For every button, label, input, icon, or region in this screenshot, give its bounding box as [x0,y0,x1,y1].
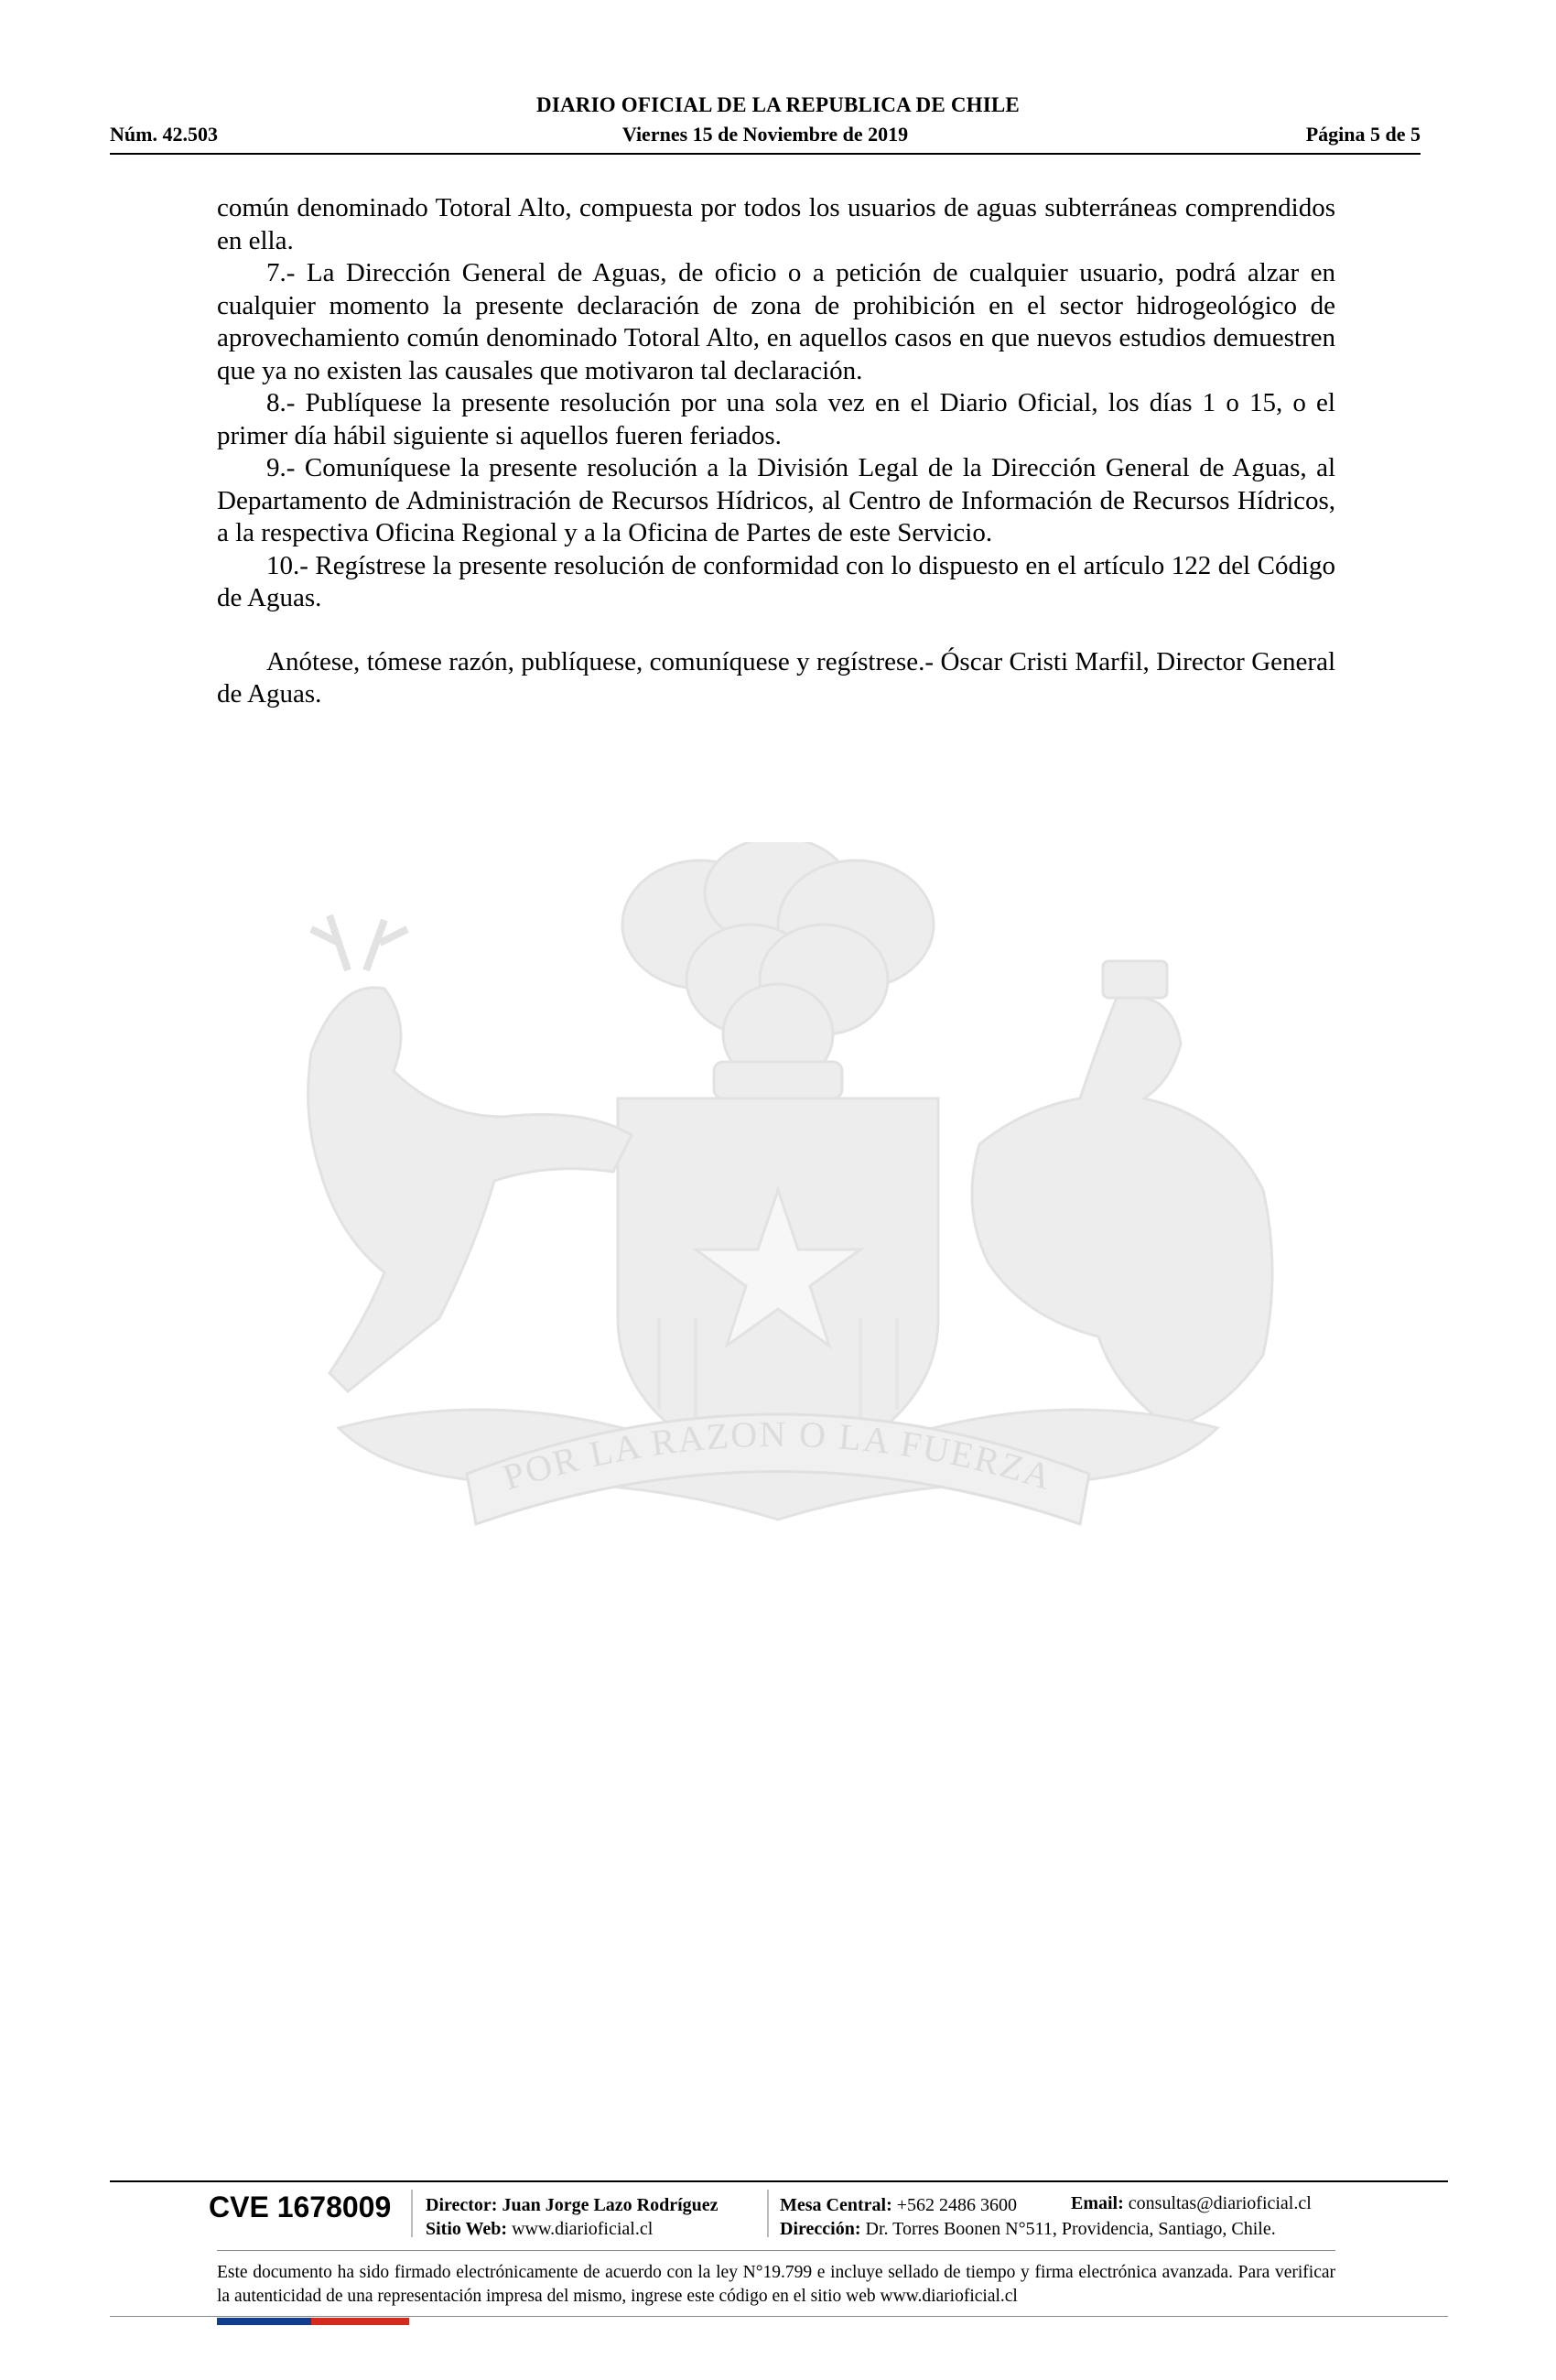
publication-title: DIARIO OFICIAL DE LA REPUBLICA DE CHILE [536,93,1020,116]
footer-separator [411,2190,413,2237]
phone-value: +562 2486 3600 [896,2195,1018,2215]
phone-label: Mesa Central: [780,2195,892,2215]
email-link[interactable]: consultas@diarioficial.cl [1128,2193,1312,2213]
motto-text: POR LA RAZON O LA FUERZA [498,1412,1058,1498]
paragraph-8: 8.- Publíquese la presente resolución por una sola vez en el Diario Oficial, los días 1 o 15, o el primer día hábil siguiente si aquellos fueren feriados. [217,388,1335,450]
page-number: Página 5 de 5 [1305,123,1421,146]
footer-separator [767,2190,769,2237]
paragraph-9: 9.- Comuníquese la presente resolución a la División Legal de la Dirección General de Aguas, al Departamento de Administración de Recursos Hídricos, al Centro de Información de Recursos Hídricos, a la respectiva Oficina Regional y a la Oficina de Partes de este Servicio. [217,453,1335,547]
footer-divider-mid [217,2250,1335,2251]
director-label: Director: [426,2195,498,2215]
closing-paragraph: Anótese, tómese razón, publíquese, comuníquese y regístrese.- Óscar Cristi Marfil, Director General de Aguas. [217,646,1335,709]
paragraph-10: 10.- Regístrese la presente resolución de conformidad con lo dispuesto en el artículo 122 del Código de Aguas. [217,550,1335,612]
document-body [217,192,1335,711]
flag-stripe-blue [217,2318,311,2325]
address-value: Dr. Torres Boonen N°511, Providencia, Santiago, Chile. [865,2219,1276,2239]
paragraph-continuation: común denominado Totoral Alto, compuesta por todos los usuarios de aguas subterráneas comprendidos en ella. [217,193,1335,255]
director-name: Juan Jorge Lazo Rodríguez [502,2195,719,2215]
issue-date: Viernes 15 de Noviembre de 2019 [621,123,909,146]
footer-divider-bottom [110,2316,1448,2317]
header-divider [110,153,1421,155]
issue-number: Núm. 42.503 [110,123,218,146]
web-label: Sitio Web: [426,2219,508,2239]
web-link[interactable]: www.diarioficial.cl [512,2219,654,2239]
header-row [110,123,1421,150]
flag-stripe-red [311,2318,409,2325]
footer-divider-top [110,2180,1448,2182]
footer-email [1071,2193,1312,2214]
signature-note: Este documento ha sido firmado electrónicamente de acuerdo con la ley N°19.799 e incluye sellado de tiempo y firma electrónica avanzada. Para verificar la autenticidad de una representación impresa del mismo, ingrese este código en el sitio web www.diarioficial.cl [217,2263,1335,2306]
paragraph-7: 7.- La Dirección General de Aguas, de oficio o a petición de cualquier usuario, podrá alzar en cualquier momento la presente declaración de zona de prohibición en el sector hidrogeológico de aprovechamiento común denominado Totoral Alto, en aquellos casos en que nuevos estudios demuestren que ya no existen las causales que motivaron tal declaración. [217,258,1335,385]
cve-code: CVE 1678009 [209,2191,392,2223]
address-label: Dirección: [780,2219,861,2239]
email-label: Email: [1071,2193,1124,2213]
footer-director-block [426,2193,719,2241]
chile-coat-of-arms-icon [201,842,1355,1666]
